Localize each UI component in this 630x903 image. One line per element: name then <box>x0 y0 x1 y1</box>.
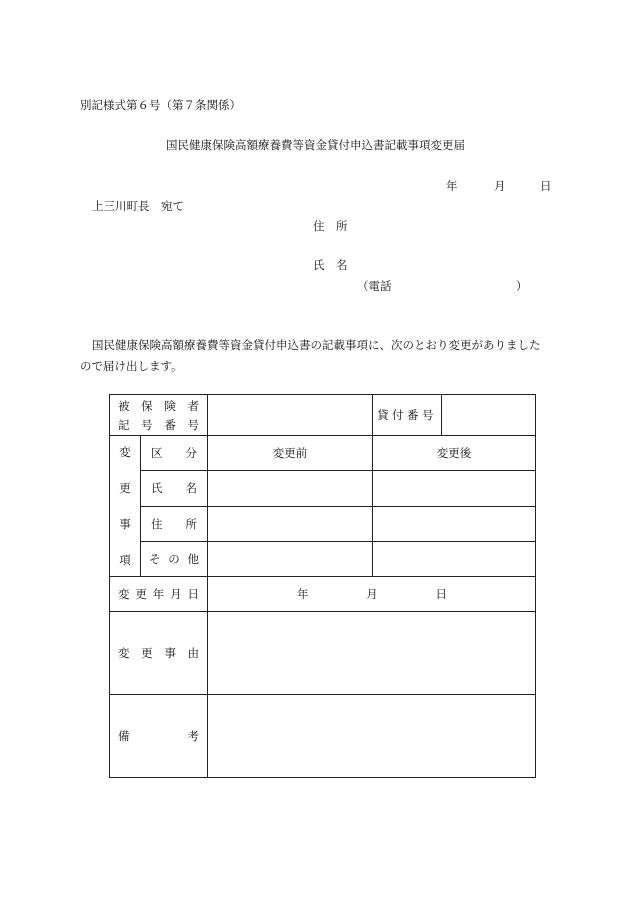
phone-open: （電話 <box>357 279 392 293</box>
reason-label-cell <box>110 612 208 695</box>
address-before-field[interactable] <box>208 506 373 541</box>
change-date-field[interactable] <box>208 577 536 612</box>
insured-char: 被 <box>118 398 130 413</box>
loan-number-field[interactable] <box>442 395 536 436</box>
address-after-field[interactable] <box>373 506 536 541</box>
table-row <box>110 471 536 506</box>
row-label-address <box>141 506 208 541</box>
loan-number-label: 貸付番号 <box>372 395 441 435</box>
row-label-char: そ <box>149 551 161 566</box>
other-before-field[interactable] <box>208 541 373 576</box>
reason-row <box>110 612 536 695</box>
change-items-char: 項 <box>119 553 131 567</box>
insured-char: 記 <box>118 417 130 432</box>
change-items-char: 更 <box>119 481 131 495</box>
table-row <box>110 541 536 576</box>
insured-char: 保 <box>141 398 153 413</box>
name-after-field[interactable] <box>373 471 536 506</box>
insured-char: 険 <box>164 398 176 413</box>
change-date-char: 更 <box>135 587 147 601</box>
change-date-char: 月 <box>170 587 182 601</box>
row-label-char: 住 <box>151 516 163 531</box>
category-char: 区 <box>151 446 163 461</box>
table-row <box>110 506 536 541</box>
category-char: 分 <box>185 446 197 461</box>
remarks-label-cell <box>110 695 208 778</box>
category-label-cell <box>141 436 208 471</box>
addressee: 上三川町長 宛て <box>92 199 184 213</box>
insured-label-cell <box>110 395 208 436</box>
name-label: 氏 名 <box>313 258 348 272</box>
row-label-char: 所 <box>185 516 197 531</box>
row-label-name <box>141 471 208 506</box>
row-label-other <box>141 541 208 576</box>
change-items-char: 変 <box>119 445 131 459</box>
row-label-char: 他 <box>187 551 199 566</box>
reason-char: 事 <box>164 646 176 660</box>
body-text-line1: 国民健康保険高額療養費等資金貸付申込書の記載事項に、次のとおり変更がありました <box>92 338 541 352</box>
name-before-field[interactable] <box>208 471 373 506</box>
row-label-char: の <box>168 551 180 566</box>
document-title: 国民健康保険高額療養費等資金貸付申込書記載事項変更届 <box>166 138 465 152</box>
date-year: 年 <box>446 179 458 193</box>
other-after-field[interactable] <box>373 541 536 576</box>
change-date-char: 年 <box>152 587 165 601</box>
reason-field[interactable] <box>208 612 536 695</box>
change-form-table <box>109 394 536 778</box>
remarks-char: 備 <box>118 729 130 743</box>
change-date-char: 日 <box>187 587 199 601</box>
phone-close: ） <box>516 279 528 293</box>
address-label: 住 所 <box>313 219 348 233</box>
insured-number-field[interactable] <box>208 395 442 436</box>
change-items-label-cell <box>110 436 141 577</box>
change-items-char: 事 <box>119 517 131 531</box>
change-date-row <box>110 577 536 612</box>
date-month: 月 <box>494 179 506 193</box>
change-date-day: 日 <box>435 587 447 601</box>
insured-char: 者 <box>187 398 199 413</box>
change-date-month: 月 <box>366 587 378 601</box>
remarks-field[interactable] <box>208 695 536 778</box>
reason-char: 更 <box>141 646 153 660</box>
row-label-char: 名 <box>185 481 197 496</box>
reason-char: 由 <box>187 646 199 660</box>
after-header: 変更後 <box>373 436 536 471</box>
insured-char: 番 <box>164 417 176 432</box>
remarks-char: 考 <box>187 729 199 743</box>
change-date-label-cell <box>110 577 208 612</box>
insured-char: 号 <box>187 417 199 432</box>
insured-row <box>110 395 536 436</box>
row-label-char: 氏 <box>151 481 163 496</box>
form-number: 別記様式第６号（第７条関係） <box>80 98 241 112</box>
category-row <box>110 436 536 471</box>
change-date-char: 変 <box>118 587 130 601</box>
date-day: 日 <box>540 179 552 193</box>
reason-char: 変 <box>118 646 130 660</box>
change-date-year: 年 <box>297 587 309 601</box>
remarks-row <box>110 695 536 778</box>
body-text-line2: ので届け出します。 <box>80 359 183 373</box>
before-header: 変更前 <box>208 436 373 471</box>
insured-char: 号 <box>141 417 153 432</box>
